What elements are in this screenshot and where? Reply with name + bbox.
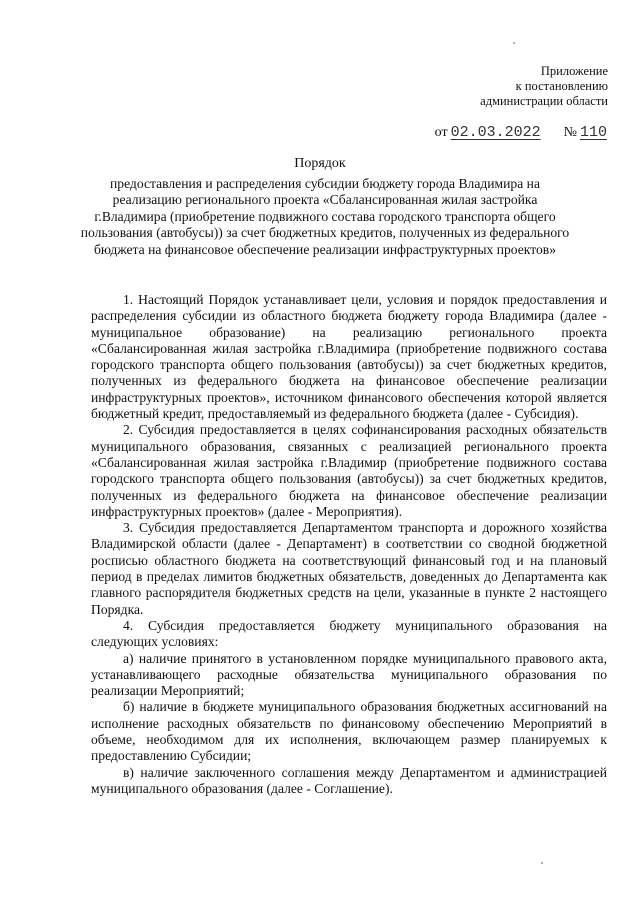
appendix-header: [480, 64, 608, 109]
document-body: [91, 292, 607, 797]
paragraph-3: 3. Субсидия предоставляется Департаментом транспорта и дорожного хозяйства Владимирской области (далее - Департамент) в соответствии со сводной бюджетной росписью областного бюджета на соответствующий финансовый год и на плановый период в пределах лимитов бюджетных обязательств, доведенных до Департамента как главного распорядителя бюджетных средств на цели, указанные в пункте 2 настоящего Порядка.: [91, 520, 607, 617]
appendix-line: к постановлению: [515, 79, 608, 93]
paragraph-1: 1. Настоящий Порядок устанавливает цели, условия и порядок предоставления и распределения субсидии из областного бюджета бюджету города Владимира (далее - муниципальное образование) на реализацию регионального проекта «Сбалансированная жилая застройка г.Владимира (приобретение подвижного состава городского транспорта общего пользования (автобусы)) за счет бюджетных кредитов, полученных из федерального бюджета на финансовое обеспечение реализации инфраструктурных проектов», источником финансового обеспечения которой является бюджетный кредит, предоставляемый из федерального бюджета (далее - Субсидия).: [91, 292, 607, 422]
paragraph-4a: а) наличие принятого в установленном порядке муниципального правового акта, устанавливающего расходные обязательства муниципального образования по реализации Мероприятий;: [91, 650, 607, 699]
handwritten-number: 110: [579, 124, 607, 141]
paragraph-4: 4. Субсидия предоставляется бюджету муниципального образования на следующих условиях:: [91, 617, 607, 650]
paragraph-4c: в) наличие заключенного соглашения между Департаментом и администрацией муниципального образования (далее - Соглашение).: [91, 764, 607, 796]
handwritten-date: 02.03.2022: [450, 124, 541, 141]
number-prefix: №: [563, 125, 577, 140]
scan-speck: [513, 42, 515, 44]
date-prefix: от: [434, 125, 448, 140]
paragraph-2: 2. Субсидия предоставляется в целях софинансирования расходных обязательств муниципального образования, связанных с реализацией регионального проекта «Сбалансированная жилая застройка г.Владимир (приобретение подвижного состава городского транспорта общего пользования (автобусы)) за счет бюджетных кредитов, полученных из федерального бюджета на финансовое обеспечение реализации инфраструктурных проектов» (далее - Мероприятия).: [91, 422, 607, 519]
date-number-line: [435, 124, 610, 141]
appendix-line: администрации области: [480, 94, 608, 108]
document-subtitle: предоставления и распределения субсидии бюджету города Владимира на реализацию регионального проекта «Сбалансированная жилая застройка г.Владимира (приобретение подвижного состава городского транспорта общего пользования (автобусы)) за счет бюджетных кредитов, полученных из федерального бюджета на финансовое обеспечение реализации инфраструктурных проектов»: [80, 176, 570, 257]
paragraph-4b: б) наличие в бюджете муниципального образования бюджетных ассигнований на исполнение расходных обязательств по финансовому обеспечению Мероприятий в объеме, необходимом для их исполнения, включающем размер планируемых к предоставлению Субсидии;: [91, 699, 607, 764]
document-title: Порядок: [294, 156, 346, 171]
scan-speck: [541, 862, 543, 864]
appendix-line: Приложение: [540, 64, 608, 78]
